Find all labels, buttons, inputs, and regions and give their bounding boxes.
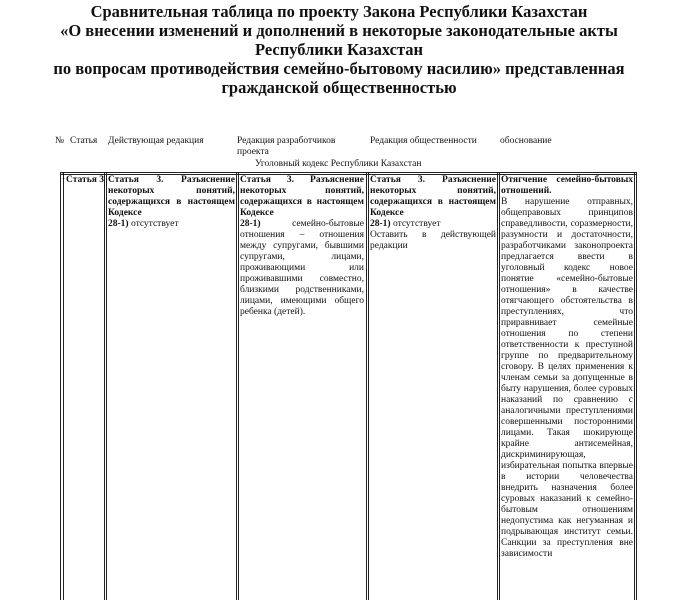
current-article-heading: Статья 3. Разъяснение некоторых понятий, содержащихся в настоящем Кодексе (108, 175, 235, 218)
current-point: 28-1) (108, 219, 129, 229)
cell-public-redaction (370, 175, 496, 252)
col-header-article: Статья (70, 136, 98, 146)
public-text-1: отсутствует (392, 219, 441, 229)
public-point: 28-1) (370, 219, 391, 229)
title-line-1: Сравнительная таблица по проекту Закона Республики Казахстан (90, 2, 588, 21)
section-title: Уголовный кодекс Республики Казахстан (255, 159, 422, 169)
document-title (0, 2, 678, 97)
table-border-right-inner (636, 172, 637, 600)
table-border-left (60, 172, 61, 600)
title-line-2: «О внесении изменений и дополнений в некоторые законодательные акты (60, 21, 618, 40)
title-line-4: по вопросам противодействия семейно-бытовому насилию» представленная (53, 59, 625, 78)
public-article-heading: Статья 3. Разъяснение некоторых понятий, содержащихся в настоящем Кодексе (370, 175, 496, 218)
col-header-rationale: обоснование (500, 136, 552, 146)
col-divider-1-inner (106, 172, 107, 600)
col-divider-4-inner (499, 172, 500, 600)
row-number: 1 (61, 172, 66, 182)
col-divider-1 (104, 172, 105, 600)
col-header-number: № (55, 136, 65, 146)
cell-developers-redaction (240, 175, 364, 318)
current-text: отсутствует (130, 219, 179, 229)
col-divider-2-inner (238, 172, 239, 600)
col-divider-3 (366, 172, 367, 600)
dev-article-heading: Статья 3. Разъяснение некоторых понятий, содержащихся в настоящем Кодексе (240, 175, 364, 218)
table-top-rule (60, 172, 637, 173)
table-border-left-inner (63, 172, 64, 600)
row-article: Статья 3 (66, 175, 104, 185)
col-divider-3-inner (368, 172, 369, 600)
cell-rationale (501, 175, 633, 600)
col-header-public: Редакция общественности (370, 136, 477, 146)
dev-point: 28-1) (240, 219, 261, 229)
col-divider-4 (497, 172, 498, 600)
col-header-current: Действующая редакция (108, 136, 204, 146)
col-divider-2 (236, 172, 237, 600)
dev-text: семейно-бытовые отношения – отношения между супругами, бывшими супругами, лицами, проживающими или проживавшими совместно, близкими родственниками, лицами, имеющими общего ребенка (детей). (240, 219, 364, 317)
cell-current-redaction (108, 175, 235, 230)
title-line-3: Республики Казахстан (254, 40, 424, 59)
rationale-heading: Отягчение семейно-бытовых отношений. (501, 175, 633, 196)
table-border-right (634, 172, 635, 600)
title-line-5: гражданской общественностью (221, 78, 457, 97)
col-header-developers-2: проекта (237, 147, 269, 157)
col-header-developers-1: Редакция разработчиков (237, 136, 336, 146)
public-text-2: Оставить в действующей редакции (370, 230, 496, 251)
rationale-text: В нарушение отправных, общеправовых принципов справедливости, соразмерности, разумности и достаточности, разработчиками законопроекта предлагается ввести в уголовный кодекс новое понятие «семейно-бытовые отношения» в качестве отягчающего обстоятельства в преступлениях, что приравнивает семейные отношения по степени ответственности к преступной группе по предварительному сговору. В целях применения к членам семьи за допущенные в быту нарушения, более суровых наказаний по сравнению с аналогичными преступлениями совершенными посторонними лицами. Такая шокирующе крайне антисемейная, дискриминирующая, избирательная попытка впервые в истории человечества внедрить назначения более суровых наказаний к семейно-бытовым отношениям недопустима как негуманная и подрывающая институт семьи. Санкции за преступления вне зависимости (501, 197, 633, 559)
